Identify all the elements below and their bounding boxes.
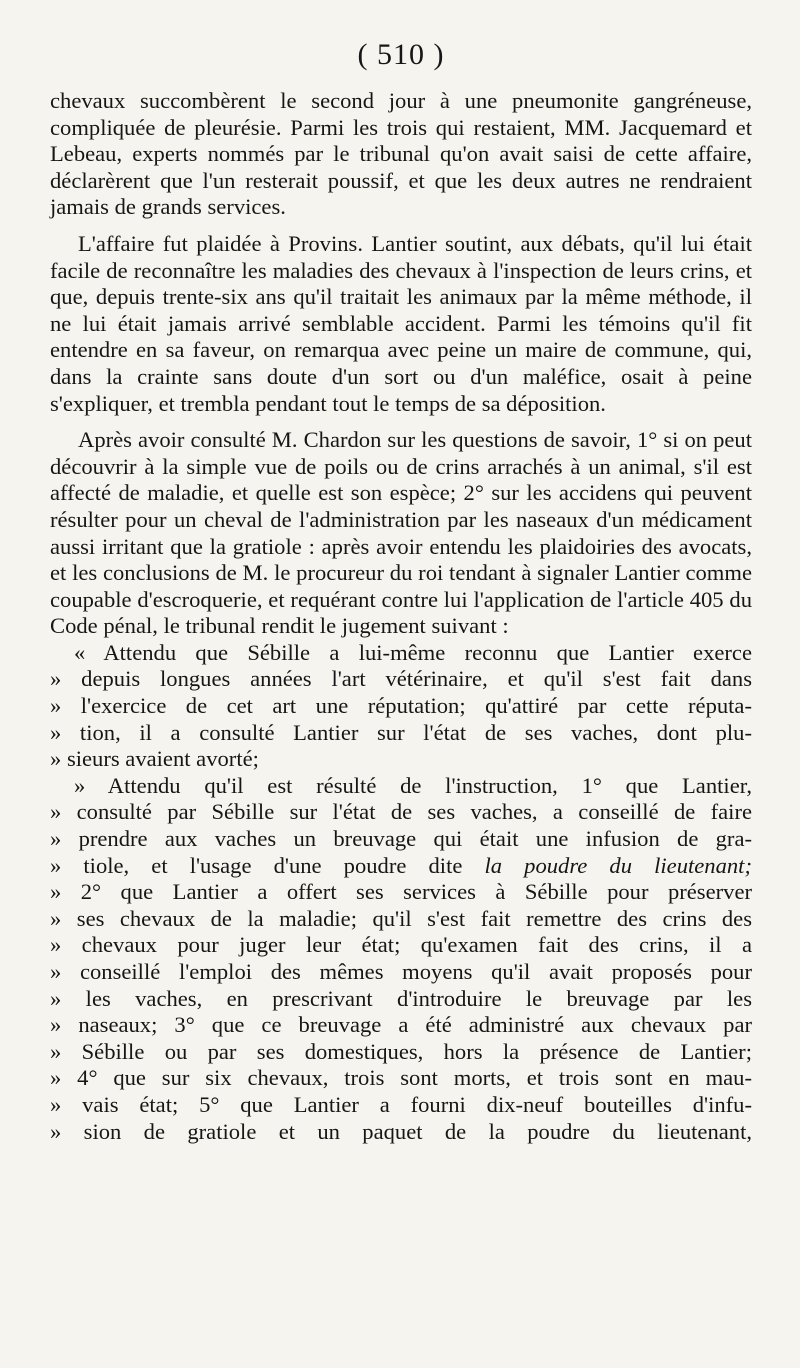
quote-line: » Attendu qu'il est résulté de l'instruction, 1° que Lantier,	[74, 772, 752, 798]
judgment-quote	[50, 640, 752, 1145]
quote-line: » chevaux pour juger leur état; qu'examen fait des crins, il a	[50, 932, 752, 958]
quote-line: » vais état; 5° que Lantier a fourni dix-neuf bouteilles d'infu-	[50, 1091, 752, 1117]
quote-line: « Attendu que Sébille a lui-même reconnu que Lantier exerce	[74, 639, 752, 665]
italic-powder-name: la poudre du lieutenant;	[484, 852, 752, 878]
quote-line: » sieurs avaient avorté;	[50, 746, 259, 772]
page-number: ( 510 )	[357, 38, 445, 71]
quote-line: » ses chevaux de la maladie; qu'il s'est fait remettre des crins des	[50, 905, 752, 931]
quote-line: » tion, il a consulté Lantier sur l'état de ses vaches, dont plu-	[50, 719, 752, 745]
paragraph-1: chevaux succombèrent le second jour à une pneumonite gangréneuse, compliquée de pleurésie. Parmi les trois qui restaient, MM. Jacquemard et Lebeau, experts nommés par le tribunal qu'on avait saisi de cette affaire, déclarèrent que l'un resterait poussif, et que les deux autres ne rendraient jamais de grands services.	[50, 88, 752, 220]
quote-line: » l'exercice de cet art une réputation; qu'attiré par cette réputa-	[50, 693, 752, 719]
paragraph-3: Après avoir consulté M. Chardon sur les questions de savoir, 1° si on peut découvrir à la simple vue de poils ou de crins arrachés à un animal, s'il est affecté de maladie, et quelle est son espèce; 2° sur les accidens qui peuvent résulter pour un cheval de l'administration par les naseaux d'un médicament aussi irritant que la gratiole : après avoir entendu les plaidoiries des avocats, et les conclusions de M. le procureur du roi tendant à signaler Lantier comme coupable d'escroquerie, et requérant contre lui l'application de l'article 405 du Code pénal, le tribunal rendit le jugement suivant :	[50, 427, 752, 639]
quote-line: » naseaux; 3° que ce breuvage a été administré aux chevaux par	[50, 1012, 752, 1038]
quote-line: » les vaches, en prescrivant d'introduire le breuvage par les	[50, 985, 752, 1011]
quote-line: » consulté par Sébille sur l'état de ses vaches, a conseillé de faire	[50, 799, 752, 825]
quote-line: » depuis longues années l'art vétérinaire, et qu'il s'est fait dans	[50, 666, 752, 692]
quote-line: » Sébille ou par ses domestiques, hors la présence de Lantier;	[50, 1038, 752, 1064]
quote-line: » 2° que Lantier a offert ses services à Sébille pour préserver	[50, 879, 752, 905]
quote-line-text: » tiole, et l'usage d'une poudre dite	[50, 852, 485, 878]
quote-line: » sion de gratiole et un paquet de la poudre du lieutenant,	[50, 1118, 752, 1144]
quote-line: » prendre aux vaches un breuvage qui était une infusion de gra-	[50, 826, 752, 852]
paragraph-2: L'affaire fut plaidée à Provins. Lantier soutint, aux débats, qu'il lui était facile de reconnaître les maladies des chevaux à l'inspection de leurs crins, et que, depuis trente-six ans qu'il traitait les animaux par la même méthode, il ne lui était jamais arrivé semblable accident. Parmi les témoins qu'il fit entendre en sa faveur, on remarqua avec peine un maire de commune, qui, dans la crainte sans doute d'un sort ou d'un maléfice, osait à peine s'expliquer, et trembla pendant tout le temps de sa déposition.	[50, 230, 752, 416]
quote-line: » 4° que sur six chevaux, trois sont morts, et trois sont en mau-	[50, 1065, 752, 1091]
quote-line-with-italic	[50, 853, 752, 880]
quote-line: » conseillé l'emploi des mêmes moyens qu'il avait proposés pour	[50, 959, 752, 984]
